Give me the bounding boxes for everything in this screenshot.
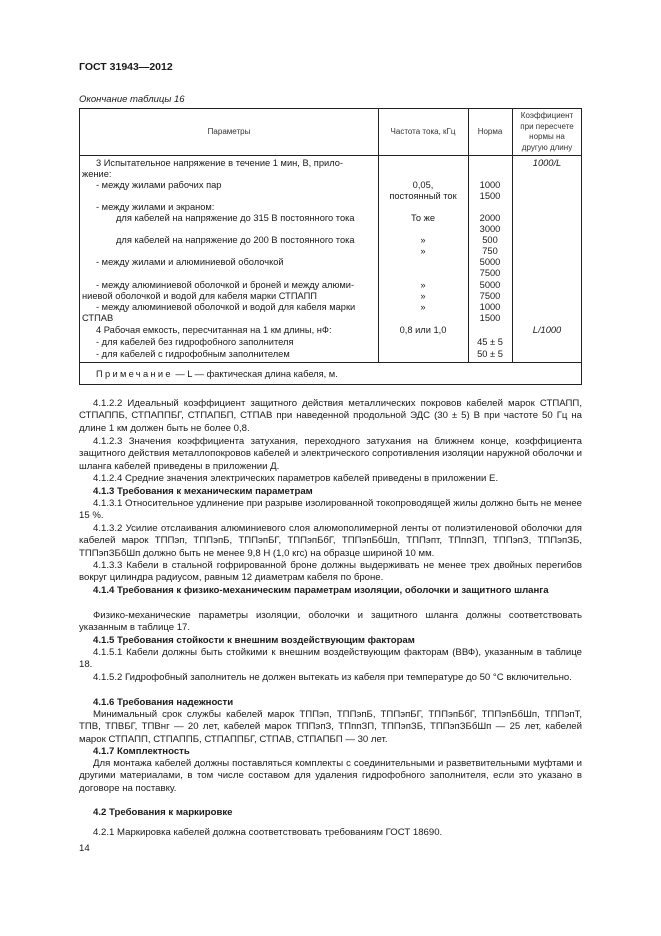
page-number: 14 [79, 843, 90, 854]
table-cell: 0,8 или 1,0 [399, 325, 447, 335]
header-coefficient: Коэффициент при пересчете нормы на другую длину [520, 111, 574, 152]
table-cell: 1000 [479, 180, 501, 190]
table-cell: 1000 [479, 302, 501, 312]
note-text: — L — фактическая длина кабеля, м. [172, 369, 338, 379]
table-cell: постоянный ток [389, 191, 457, 201]
paragraph-4-2-1: 4.2.1 Маркировка кабелей должна соответствовать требованиям ГОСТ 18690. [93, 827, 443, 838]
table-cell: » [420, 235, 426, 245]
table-cell: 3 Испытательное напряжение в течение 1 мин, В, прило- [96, 158, 344, 168]
table-cell: » [420, 302, 426, 312]
table-cell: » [420, 291, 426, 301]
table-cell: L/1000 [532, 325, 562, 335]
paragraph-4-1-2-2: 4.1.2.2 Идеальный коэффициент защитного действия металлических покровов кабелей марок СТПАПП, СТПАППБ, СТПАППБГ, СТПАПБП, СТПАВ при наведенной продольной ЭДС (30 ± 5) В при частоте 50 Гц на длине 1 км должен быть не более 0,8. [79, 398, 582, 434]
paragraph-4-1-3-2: 4.1.3.2 Усилие отслаивания алюминиевого слоя алюмополимерной ленты от полиэтиленовой оболочки для кабелей марок ТППэп, ТППэпБ, ТППэпБГ, ТППэпБбГ, ТППэпБбШп, ТППэпт, ТПппЗП, ТППэпЗ, ТППэпЗБ, ТППэпЗБбШп должно быть не менее 9,8 Н (1,0 кгс) на образце шириной 10 мм. [79, 523, 582, 559]
paragraph-4-1-2-4: 4.1.2.4 Средние значения электрических параметров кабелей приведены в приложении Е. [93, 473, 499, 484]
table-note-divider [80, 362, 581, 363]
paragraph-4-1-4: Физико-механические параметры изоляции, оболочки и защитного шланга должны соответствовать указанным в таблице 17. [79, 610, 582, 634]
heading-4-1-7: 4.1.7 Комплектность [93, 746, 190, 757]
table-cell: » [420, 246, 426, 256]
parameters-table [79, 108, 582, 385]
heading-4-1-3: 4.1.3 Требования к механическим параметрам [93, 486, 313, 497]
table-cell: - между алюминиевой оболочкой и броней и между алюми- [96, 280, 355, 290]
table-cell: для кабелей на напряжение до 315 В постоянного тока [116, 213, 355, 223]
table-note [96, 369, 338, 379]
table-cell: СТПАВ [82, 313, 114, 323]
heading-4-1-4: 4.1.4 Требования к физико-механическим параметрам изоляции, оболочки и защитного шланга [93, 585, 549, 596]
header-params: Параметры [207, 126, 251, 136]
heading-4-1-6: 4.1.6 Требования надежности [93, 697, 234, 708]
header-frequency: Частота тока, кГц [390, 126, 456, 136]
table-cell: 5000 [479, 257, 501, 267]
paragraph-4-1-5-2: 4.1.5.2 Гидрофобный заполнитель не должен вытекать из кабеля при температуре до 50 °С включительно. [93, 672, 572, 683]
table-cell: - между жилами рабочих пар [96, 180, 222, 190]
table-cell: » [420, 280, 426, 290]
table-cell: - между алюминиевой оболочкой и водой для кабеля марки [96, 302, 356, 312]
heading-4-2: 4.2 Требования к маркировке [93, 807, 233, 818]
table-cell: жение: [82, 169, 112, 179]
table-cell: ниевой оболочкой и водой для кабеля марки СТПАПП [82, 291, 317, 301]
table-cell: То же [410, 213, 436, 223]
table-cell: для кабелей на напряжение до 200 В постоянного тока [116, 235, 355, 245]
table-caption: Окончание таблицы 16 [79, 94, 185, 105]
table-cell: 7500 [479, 268, 501, 278]
table-cell: 50 ± 5 [477, 349, 503, 359]
table-cell: 0,05, [412, 180, 434, 190]
table-cell: 4 Рабочая емкость, пересчитанная на 1 км длины, нФ: [96, 325, 332, 335]
header-norm: Норма [477, 126, 503, 136]
table-header-divider [80, 155, 581, 156]
table-cell: 1500 [479, 191, 501, 201]
paragraph-4-1-3-3: 4.1.3.3 Кабели в стальной гофрированной броне должны выдерживать не менее трех двойных перегибов вокруг цилиндра радиусом, равным 12 диаметрам кабеля по броне. [79, 560, 582, 584]
paragraph-4-1-5-1: 4.1.5.1 Кабели должны быть стойкими к внешним воздействующим факторам (ВВФ), указанным в таблице 18. [79, 647, 582, 671]
table-cell: 1000/L [532, 158, 562, 168]
table-cell: 1500 [479, 313, 501, 323]
table-cell: 500 [482, 235, 498, 245]
document-header: ГОСТ 31943—2012 [79, 61, 173, 73]
table-cell: - между жилами и алюминиевой оболочкой [96, 257, 284, 267]
paragraph-4-1-7: Для монтажа кабелей должны поставляться комплекты с соединительными и разветвительными муфтами и другими материалами, в том числе составом для удаления гидрофобного заполнителя, если это указано в договоре на поставку. [79, 758, 582, 794]
table-cell: 5000 [479, 280, 501, 290]
paragraph-4-1-6: Минимальный срок службы кабелей марок ТППэп, ТППэпБ, ТППэпБГ, ТППэпБбГ, ТППэпБбШп, ТППэпТ, ТПВ, ТПВБГ, ТПВнг — 20 лет, кабелей марок ТППэпЗ, ТПппЗП, ТППэпЗБ, ТППэпЗБбШп — 25 лет, кабелей марок СТПАПП, СТПАППБ, СТПАППБГ, СТПАВ, СТПАПБП — 30 лет. [79, 709, 582, 745]
table-cell: - между жилами и экраном: [96, 202, 215, 212]
heading-4-1-5: 4.1.5 Требования стойкости к внешним воздействующим факторам [93, 635, 415, 646]
note-label: Примечание [96, 369, 173, 379]
table-cell: 7500 [479, 291, 501, 301]
paragraph-4-1-2-3: 4.1.2.3 Значения коэффициента затухания, переходного затухания на ближнем конце, коэффициента защитного действия металлопокровов кабелей и электрического сопротивления изоляции наружной оболочки и шланга кабелей приведены в приложении Д. [79, 436, 582, 472]
table-cell: - для кабелей без гидрофобного заполнителя [96, 337, 294, 347]
table-cell: 750 [482, 246, 498, 256]
paragraph-4-1-3-1: 4.1.3.1 Относительное удлинение при разрыве изолированной токопроводящей жилы должно быть не менее 15 %. [79, 498, 582, 522]
table-cell: 2000 [479, 213, 501, 223]
table-cell: - для кабелей с гидрофобным заполнителем [96, 349, 290, 359]
table-cell: 45 ± 5 [477, 337, 503, 347]
table-cell: 3000 [479, 224, 501, 234]
table-column-divider [512, 109, 513, 362]
